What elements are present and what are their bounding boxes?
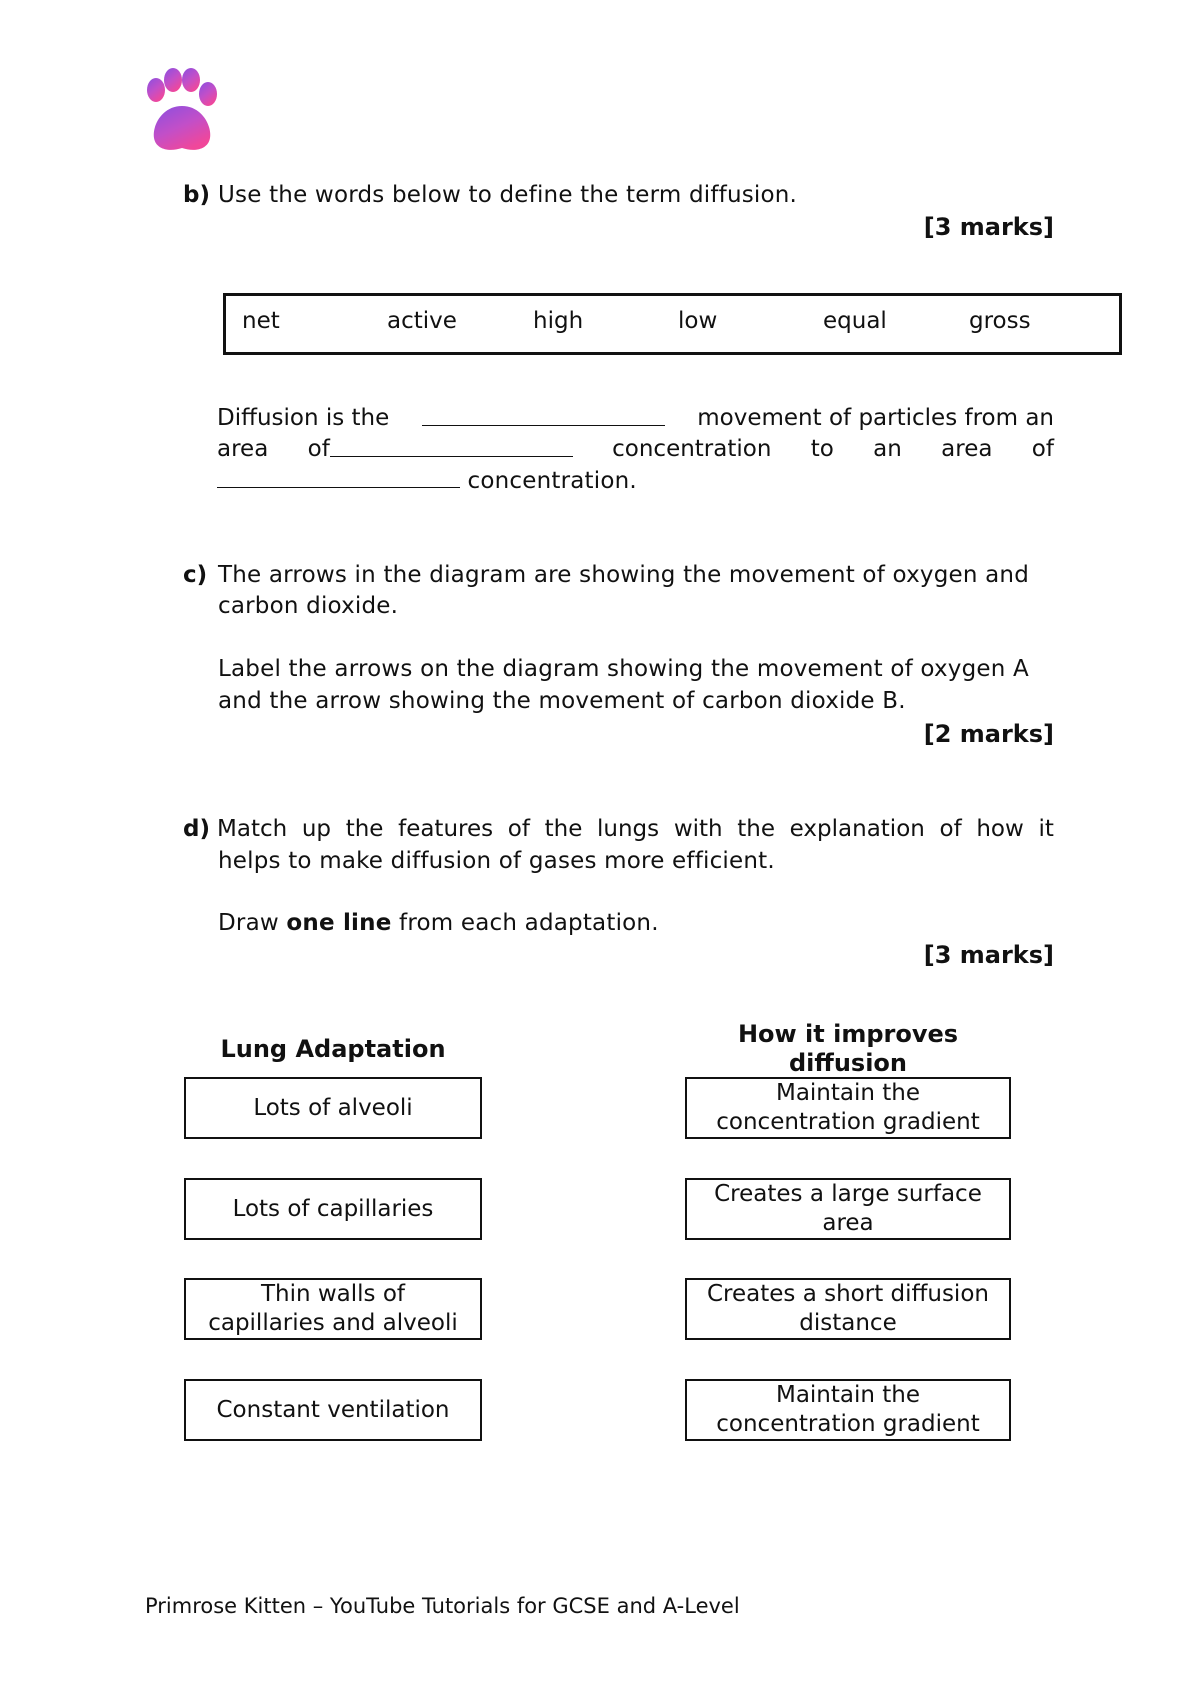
explanation-box[interactable]: Maintain the concentration gradient — [685, 1077, 1011, 1139]
sentence-text: an — [873, 436, 902, 462]
question-d-line: helps to make diffusion of gases more efficient. — [218, 848, 775, 874]
question-d-word: explanation — [789, 816, 925, 842]
explanation-box[interactable]: Creates a short diffusion distance — [685, 1278, 1011, 1340]
answer-blank-1[interactable] — [422, 405, 665, 426]
instruction-text: from each adaptation. — [399, 910, 659, 936]
sentence-line-1 — [217, 405, 1054, 431]
sentence-text-group — [308, 436, 573, 462]
question-d-word: lungs — [597, 816, 660, 842]
question-b-label: b) — [183, 182, 210, 208]
explanation-box[interactable]: Creates a large surface area — [685, 1178, 1011, 1240]
adaptation-box[interactable]: Thin walls of capillaries and alveoli — [184, 1278, 482, 1340]
question-d-marks: [3 marks] — [923, 941, 1054, 969]
sentence-text: Diffusion is the — [217, 405, 390, 431]
sentence-text: concentration. — [467, 468, 637, 494]
question-d-word: the — [544, 816, 583, 842]
sentence-text: of — [307, 436, 330, 462]
adaptation-box[interactable]: Constant ventilation — [184, 1379, 482, 1441]
question-d-word: how — [976, 816, 1024, 842]
word-bank — [223, 293, 1122, 355]
sentence-text: area — [941, 436, 993, 462]
instruction-emphasis: one line — [286, 910, 392, 936]
question-d-word: features — [398, 816, 494, 842]
adaptation-box[interactable]: Lots of capillaries — [184, 1178, 482, 1240]
sentence-text: of — [1031, 436, 1054, 462]
question-d-line-1 — [217, 816, 1054, 842]
sentence-text: concentration — [612, 436, 772, 462]
sentence-text: to — [810, 436, 834, 462]
paw-print-icon — [140, 68, 220, 154]
answer-blank-3[interactable] — [217, 467, 460, 488]
left-column-heading: Lung Adaptation — [220, 1035, 446, 1063]
word-bank-item: gross — [969, 308, 1031, 334]
question-d-instruction — [218, 910, 659, 936]
right-column-heading: How it improves diffusion — [737, 1020, 959, 1077]
question-c-line: The arrows in the diagram are showing the movement of oxygen and — [218, 562, 1030, 588]
sentence-line-3 — [217, 467, 637, 494]
sentence-line-2 — [217, 436, 1054, 462]
question-c-line: carbon dioxide. — [218, 593, 399, 619]
question-b-marks: [3 marks] — [923, 213, 1054, 241]
question-d-word: up — [301, 816, 332, 842]
question-b-prompt: Use the words below to define the term diffusion. — [218, 182, 798, 208]
question-c-marks: [2 marks] — [923, 720, 1054, 748]
question-d-word: with — [673, 816, 723, 842]
word-bank-item: low — [678, 308, 718, 334]
question-d-word: of — [939, 816, 962, 842]
word-bank-item: high — [533, 308, 584, 334]
question-d-word: it — [1038, 816, 1054, 842]
question-d-label: d) — [183, 816, 210, 842]
answer-blank-2[interactable] — [330, 436, 573, 457]
word-bank-item: equal — [823, 308, 887, 334]
question-d-word: Match — [217, 816, 288, 842]
question-c-label: c) — [183, 562, 208, 588]
question-c-line: Label the arrows on the diagram showing the movement of oxygen A — [218, 656, 1029, 682]
instruction-text: Draw — [218, 910, 279, 936]
question-d-word: the — [345, 816, 384, 842]
sentence-text: area — [217, 436, 269, 462]
word-bank-item: active — [387, 308, 457, 334]
question-c-line: and the arrow showing the movement of carbon dioxide B. — [218, 688, 906, 714]
word-bank-item: net — [242, 308, 280, 334]
page-footer: Primrose Kitten – YouTube Tutorials for GCSE and A-Level — [145, 1594, 740, 1618]
question-d-word: the — [737, 816, 776, 842]
adaptation-box[interactable]: Lots of alveoli — [184, 1077, 482, 1139]
sentence-text: movement of particles from an — [697, 405, 1054, 431]
question-d-word: of — [507, 816, 530, 842]
explanation-box[interactable]: Maintain the concentration gradient — [685, 1379, 1011, 1441]
